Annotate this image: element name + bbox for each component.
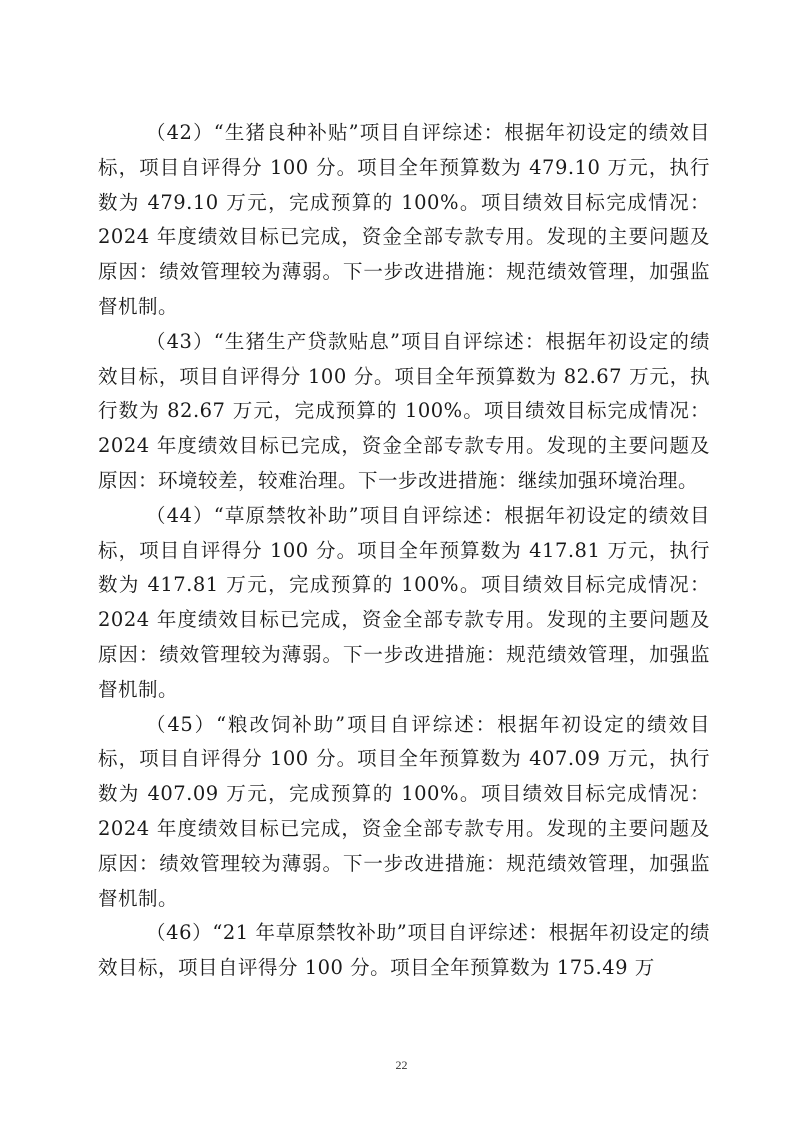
page-number: 22 xyxy=(395,1058,408,1072)
paragraph-44: （44）“草原禁牧补助”项目自评综述：根据年初设定的绩效目标，项目自评得分 100 分。项目全年预算数为 417.81 万元，执行数为 417.81 万元，完成预算的 100%。项目绩效目标完成情况：2024 年度绩效目标已完成，资金全部专款专用。发现的主要问题及原因：绩效管理较为薄弱。下一步改进措施：规范绩效管理，加强监督机制。 xyxy=(98,503,710,701)
paragraph-46: （46）“21 年草原禁牧补助”项目自评综述：根据年初设定的绩效目标，项目自评得分 100 分。项目全年预算数为 175.49 万 xyxy=(98,921,710,980)
document-body xyxy=(98,116,710,986)
paragraph-45: （45）“粮改饲补助”项目自评综述：根据年初设定的绩效目标，项目自评得分 100 分。项目全年预算数为 407.09 万元，执行数为 407.09 万元，完成预算的 100%。项目绩效目标完成情况：2024 年度绩效目标已完成，资金全部专款专用。发现的主要问题及原因：绩效管理较为薄弱。下一步改进措施：规范绩效管理，加强监督机制。 xyxy=(98,712,710,910)
paragraph-42: （42）“生猪良种补贴”项目自评综述：根据年初设定的绩效目标，项目自评得分 100 分。项目全年预算数为 479.10 万元，执行数为 479.10 万元，完成预算的 100%。项目绩效目标完成情况：2024 年度绩效目标已完成，资金全部专款专用。发现的主要问题及原因：绩效管理较为薄弱。下一步改进措施：规范绩效管理，加强监督机制。 xyxy=(98,121,710,318)
paragraph-43: （43）“生猪生产贷款贴息”项目自评综述：根据年初设定的绩效目标，项目自评得分 100 分。项目全年预算数为 82.67 万元，执行数为 82.67 万元，完成预算的 100%。项目绩效目标完成情况：2024 年度绩效目标已完成，资金全部专款专用。发现的主要问题及原因：环境较差，较难治理。下一步改进措施：继续加强环境治理。 xyxy=(98,329,710,492)
